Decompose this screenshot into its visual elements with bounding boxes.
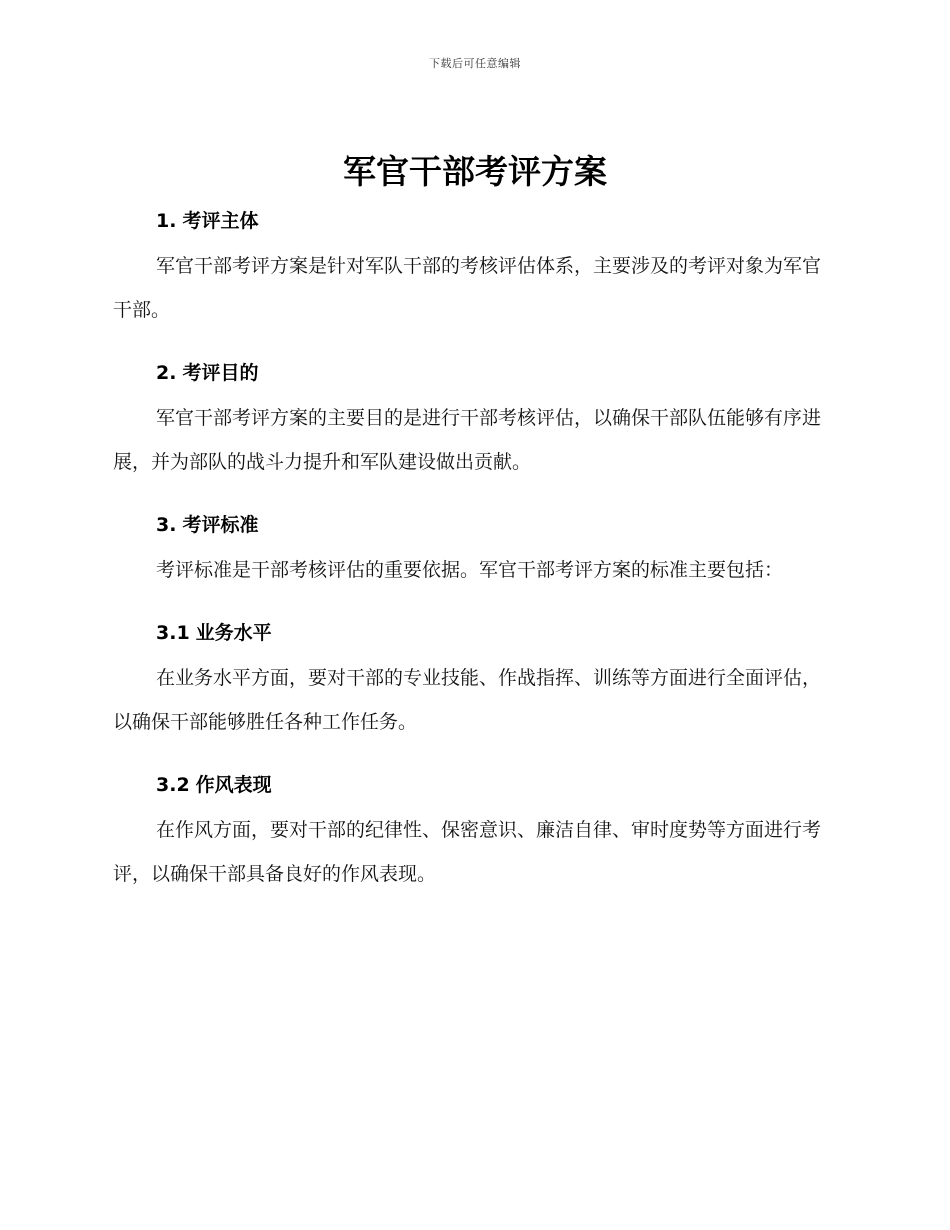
document-title: 军官干部考评方案 [343, 152, 607, 191]
header-note: 下载后可任意编辑 [429, 57, 521, 70]
section-number: 3. [156, 514, 177, 536]
section-heading [113, 502, 833, 548]
section-number: 3.2 [156, 774, 190, 796]
section-heading-text: 考评标准 [182, 514, 259, 536]
section-paragraph: 军官干部考评方案是针对军队干部的考核评估体系，主要涉及的考评对象为军官干部。 [113, 255, 822, 321]
section-3 [113, 502, 833, 592]
section-number: 3.1 [156, 622, 190, 644]
section-paragraph: 在作风方面，要对干部的纪律性、保密意识、廉洁自律、审时度势等方面进行考评，以确保干部具备良好的作风表现。 [113, 819, 822, 885]
section-heading [113, 610, 833, 656]
section-heading [113, 762, 833, 808]
document-body [113, 198, 833, 914]
section-heading [113, 350, 833, 396]
section-number: 2. [156, 362, 177, 384]
section-heading-text: 业务水平 [195, 622, 272, 644]
section-paragraph: 在业务水平方面，要对干部的专业技能、作战指挥、训练等方面进行全面评估，以确保干部能够胜任各种工作任务。 [113, 667, 822, 733]
section-heading-text: 作风表现 [195, 774, 272, 796]
section-heading [113, 198, 833, 244]
section-paragraph: 考评标准是干部考核评估的重要依据。军官干部考评方案的标准主要包括： [156, 559, 784, 581]
section-1 [113, 198, 833, 332]
section-3-1 [113, 610, 833, 744]
section-heading-text: 考评目的 [182, 362, 259, 384]
section-paragraph: 军官干部考评方案的主要目的是进行干部考核评估，以确保干部队伍能够有序进展，并为部队的战斗力提升和军队建设做出贡献。 [113, 407, 822, 473]
section-3-2 [113, 762, 833, 896]
section-heading-text: 考评主体 [182, 210, 259, 232]
section-number: 1. [156, 210, 177, 232]
section-2 [113, 350, 833, 484]
